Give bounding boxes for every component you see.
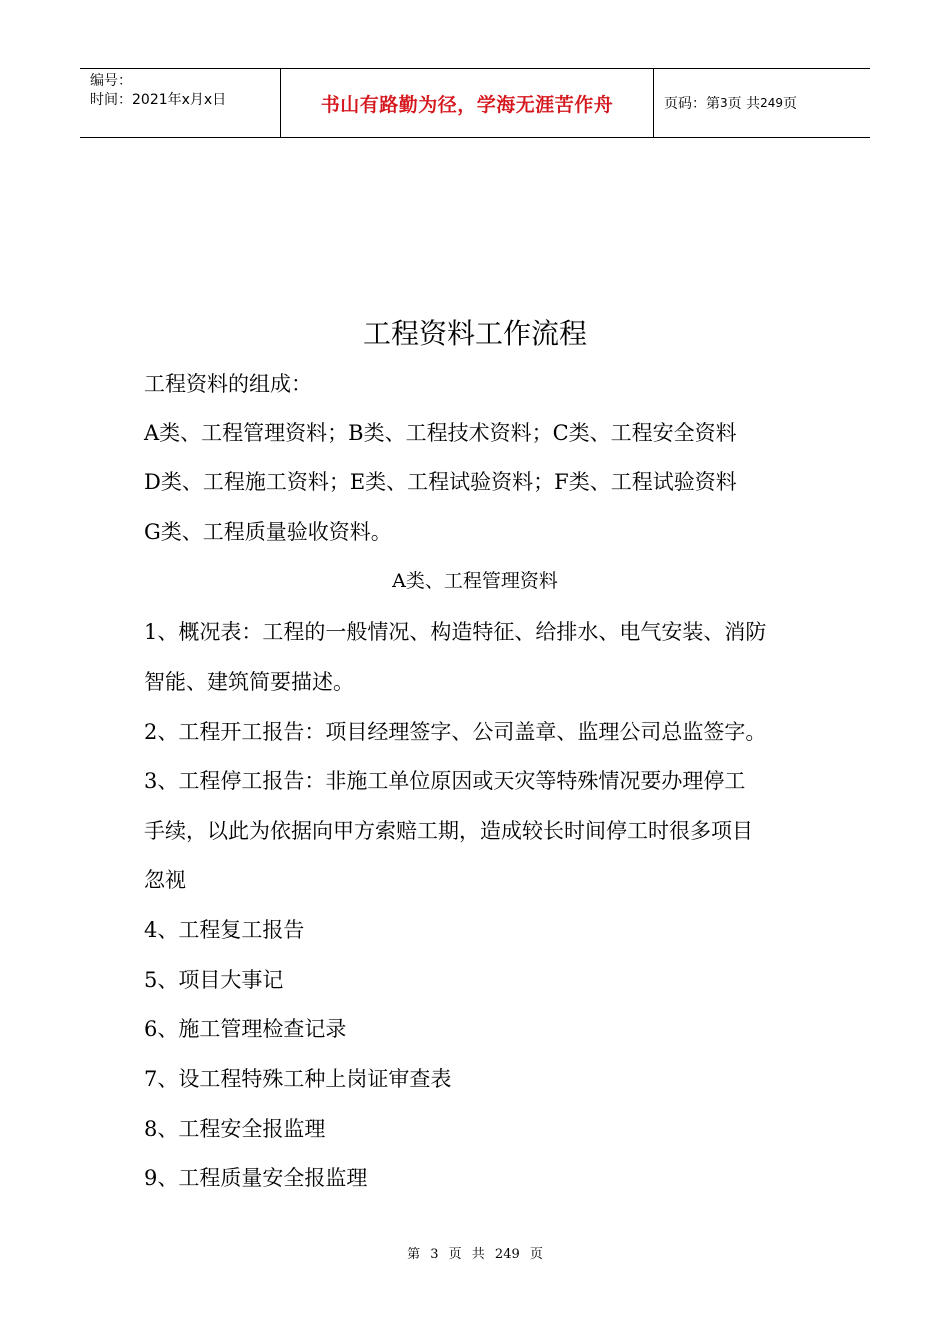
- header-page-total: 249: [760, 96, 783, 110]
- document-title: 工程资料工作流程: [362, 317, 587, 350]
- header-page-current: 3: [720, 96, 728, 110]
- composition-line-3: G类、工程质量验收资料。: [144, 520, 392, 544]
- list-item: 8、工程安全报监理: [144, 1117, 326, 1141]
- list-item: 忽视: [144, 868, 186, 892]
- header-time-label: 时间：2021年x月x日: [90, 92, 227, 108]
- list-item: 7、设工程特殊工种上岗证审查表: [144, 1067, 452, 1091]
- header-page-prefix: 页码：第: [664, 96, 720, 112]
- header-number-label: 编号：: [90, 73, 132, 89]
- header-motto: 书山有路勤为径，学海无涯苦作舟: [281, 69, 654, 137]
- composition-intro: 工程资料的组成：: [144, 372, 312, 396]
- header-page-mid: 页 共: [727, 96, 761, 112]
- list-item: 6、施工管理检查记录: [144, 1017, 347, 1041]
- list-item: 9、工程质量安全报监理: [144, 1166, 368, 1190]
- list-item: 4、工程复工报告: [144, 918, 305, 942]
- list-item: 5、项目大事记: [144, 968, 284, 992]
- composition-line-1: A类、工程管理资料；B类、工程技术资料；C类、工程安全资料: [144, 421, 737, 445]
- composition-line-2: D类、工程施工资料；E类、工程试验资料；F类、工程试验资料: [144, 470, 737, 494]
- list-item: 3、工程停工报告：非施工单位原因或天灾等特殊情况要办理停工: [144, 769, 746, 793]
- section-heading: A类、工程管理资料: [392, 570, 558, 592]
- list-item: 手续，以此为依据向甲方索赔工期，造成较长时间停工时很多项目: [144, 819, 753, 843]
- page-footer: 第 3 页 共 249 页: [407, 1247, 543, 1262]
- list-item: 智能、建筑简要描述。: [144, 670, 354, 694]
- page-header: [80, 68, 870, 138]
- header-meta: [80, 69, 281, 137]
- list-item: 1、概况表：工程的一般情况、构造特征、给排水、电气安装、消防: [144, 620, 767, 644]
- header-page-info: [654, 69, 870, 137]
- header-page-suffix: 页: [783, 96, 797, 112]
- list-item: 2、工程开工报告：项目经理签字、公司盖章、监理公司总监签字。: [144, 720, 767, 744]
